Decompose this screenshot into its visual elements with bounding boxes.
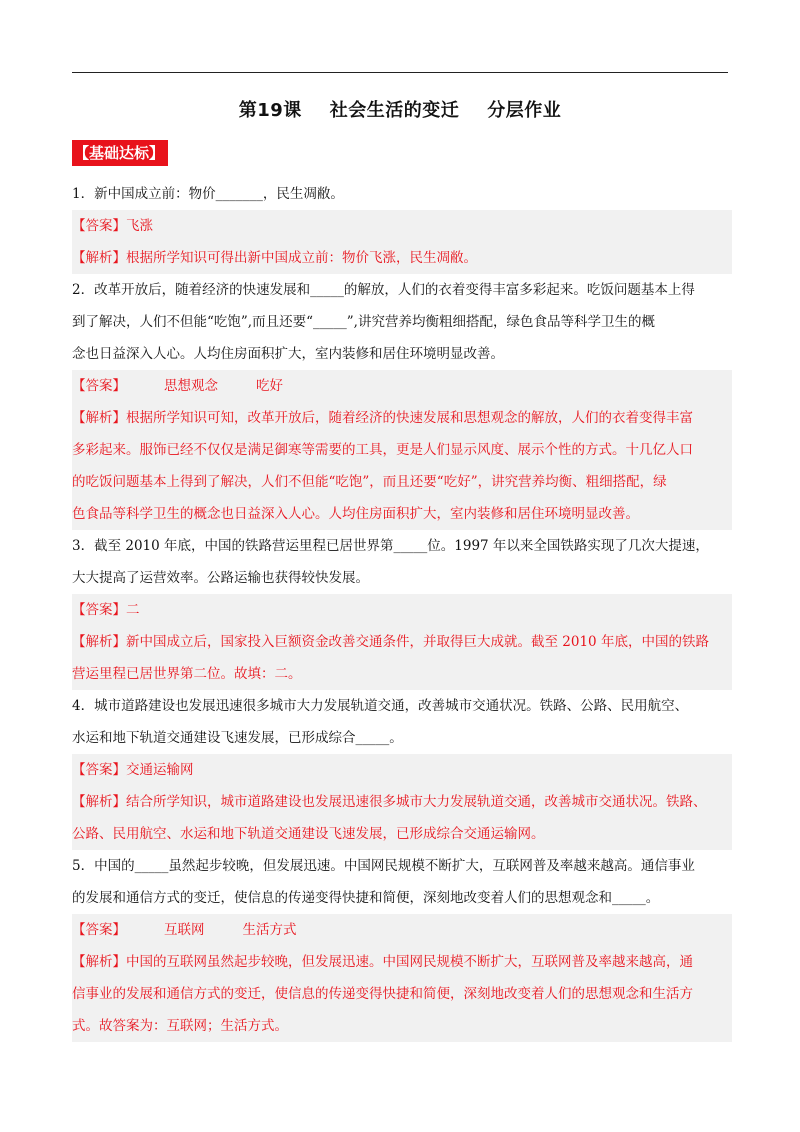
question-line: 4．城市道路建设也发展迅速很多城市大力发展轨道交通，改善城市交通状况。铁路、公路、民用航空、 [72,698,689,714]
question-line: 大大提高了运营效率。公路运输也获得较快发展。 [72,570,369,586]
answer-block-4 [72,754,732,850]
analysis-line: 【解析】根据所学知识可得出新中国成立前：物价飞涨，民生凋敝。 [72,250,477,266]
question-2 [72,274,732,370]
section-label-basic: 【基础达标】 [72,140,168,166]
analysis-line: 信事业的发展和通信方式的变迁，使信息的传递变得快捷和简便，深刻地改变着人们的思想观念和生活方 [72,986,693,1002]
question-line: 3．截至 2010 年底，中国的铁路营运里程已居世界第_____位。1997 年以来全国铁路实现了几次大提速， [72,538,709,554]
answer-value: 二 [126,602,140,618]
analysis-line: 【解析】新中国成立后，国家投入巨额资金改善交通条件，并取得巨大成就。截至 2010 年底，中国的铁路 [72,634,709,650]
question-line: 到了解决，人们不但能“吃饱”,而且还要“_____”,讲究营养均衡粗细搭配，绿色食品等科学卫生的概 [72,314,655,330]
analysis-line: 营运里程已居世界第二位。故填：二。 [72,666,302,682]
question-4 [72,690,732,754]
lesson-number: 第19课 [238,100,302,121]
analysis-line: 式。故答案为：互联网；生活方式。 [72,1018,288,1034]
lesson-name: 社会生活的变迁 [329,100,460,121]
answer-value: 交通运输网 [126,762,194,778]
answer-line [72,370,732,402]
answer-line [72,210,732,242]
question-3 [72,530,732,594]
analysis-line: 【解析】根据所学知识可知，改革开放后，随着经济的快速发展和思想观念的解放，人们的衣着变得丰富 [72,410,693,426]
answer-label: 【答案】 [72,378,126,394]
question-line: 2．改革开放后，随着经济的快速发展和_____的解放，人们的衣着变得丰富多彩起来。吃饭问题基本上得 [72,282,695,298]
question-line: 的发展和通信方式的变迁，使信息的传递变得快捷和简便，深刻地改变着人们的思想观念和_____。 [72,890,660,906]
question-5 [72,850,732,914]
analysis-line: 公路、民用航空、水运和地下轨道交通建设飞速发展，已形成综合交通运输网。 [72,826,545,842]
question-list [72,178,732,1042]
answer-line [72,914,732,946]
answer-block-5 [72,914,732,1042]
question-line: 水运和地下轨道交通建设飞速发展，已形成综合_____。 [72,730,403,746]
answer-block-2 [72,370,732,530]
answer-label: 【答案】 [72,602,126,618]
question-line: 5．中国的_____虽然起步较晚，但发展迅速。中国网民规模不断扩大，互联网普及率越来越高。通信事业 [72,858,695,874]
question-1 [72,178,732,210]
analysis-line: 【解析】中国的互联网虽然起步较晚，但发展迅速。中国网民规模不断扩大，互联网普及率越来越高，通 [72,954,693,970]
answer-label: 【答案】 [72,218,126,234]
answer-label: 【答案】 [72,762,126,778]
analysis-line: 色食品等科学卫生的概念也日益深入人心。人均住房面积扩大，室内装修和居住环境明显改善。 [72,506,639,522]
analysis-line: 【解析】结合所学知识，城市道路建设也发展迅速很多城市大力发展轨道交通，改善城市交通状况。铁路、 [72,794,707,810]
answer-line [72,594,732,626]
answer-value: 互联网 [164,922,205,938]
header-rule [72,72,728,73]
answer-value: 生活方式 [242,922,297,938]
answer-value: 思想观念 [164,378,218,394]
question-line: 念也日益深入人心。人均住房面积扩大，室内装修和居住环境明显改善。 [72,346,504,362]
question-line: 1．新中国成立前：物价_______，民生凋敝。 [72,186,344,202]
homework-type: 分层作业 [487,100,562,121]
analysis-line: 的吃饭问题基本上得到了解决，人们不但能“吃饱”，而且还要“吃好”，讲究营养均衡、粗细搭配，绿 [72,474,667,490]
page-title [72,96,728,122]
answer-label: 【答案】 [72,922,126,938]
answer-line [72,754,732,786]
answer-value: 飞涨 [126,218,153,234]
answer-block-3 [72,594,732,690]
answer-block-1 [72,210,732,274]
analysis-line: 多彩起来。服饰已经不仅仅是满足御寒等需要的工具，更是人们显示风度、展示个性的方式。十几亿人口 [72,442,693,458]
answer-value: 吃好 [256,378,283,394]
